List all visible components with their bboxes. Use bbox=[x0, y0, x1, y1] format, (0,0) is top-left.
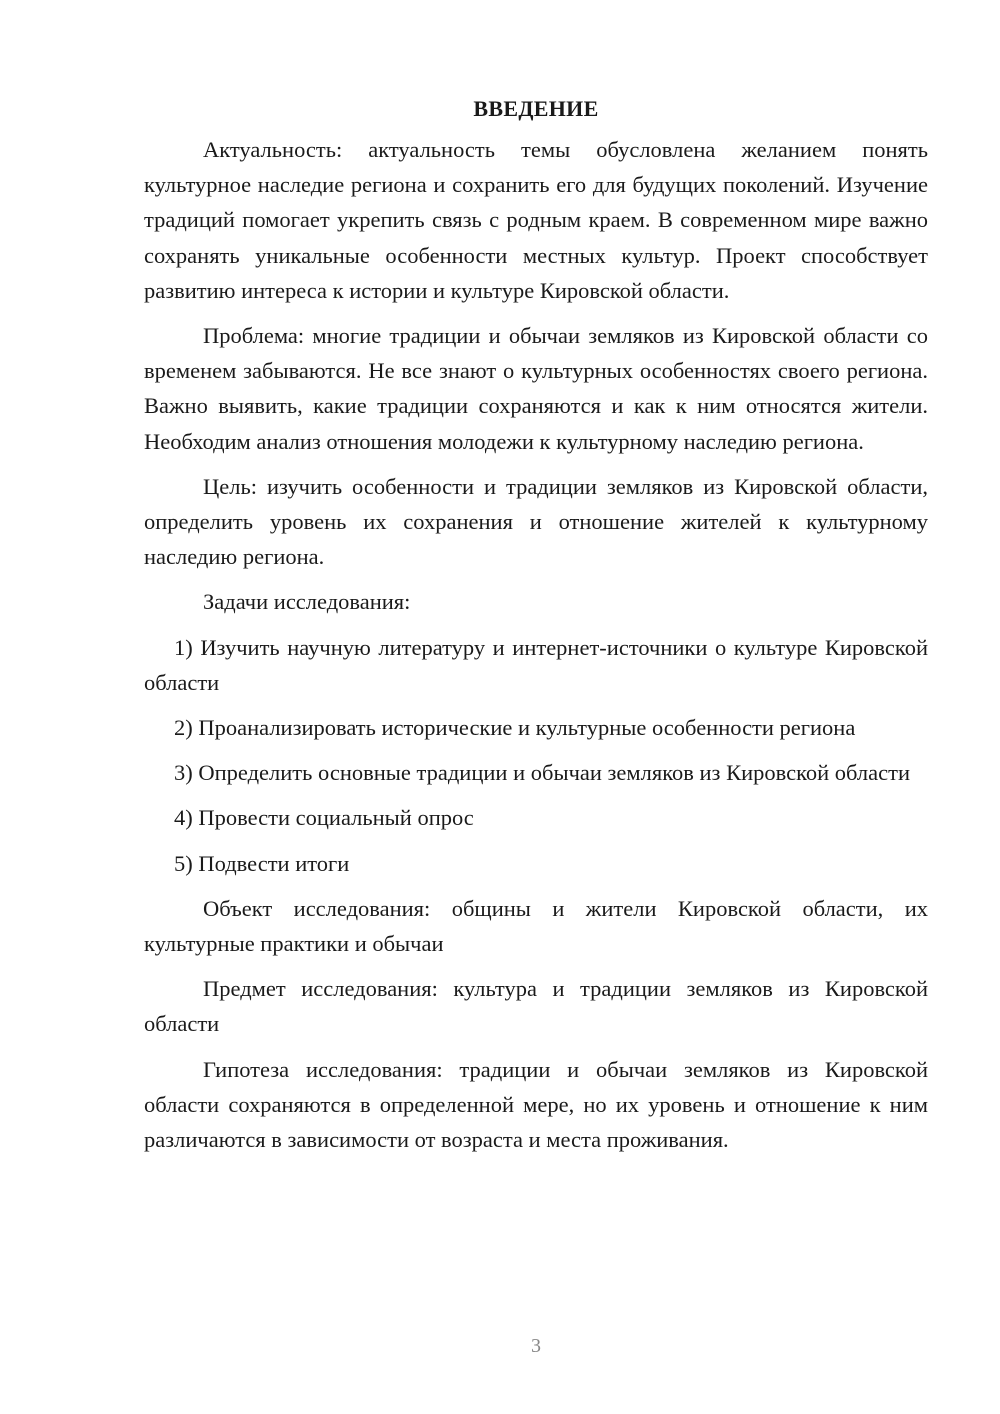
goal-paragraph: Цель: изучить особенности и традиции земляков из Кировской области, определить уровень их сохранения и отношение жителей к культурному наследию региона. bbox=[144, 473, 928, 570]
task-item-4: 4) Провести социальный опрос bbox=[174, 805, 474, 831]
object-paragraph: Объект исследования: общины и жители Кировской области, их культурные практики и обычаи bbox=[144, 895, 928, 957]
tasks-heading: Задачи исследования: bbox=[203, 589, 411, 615]
hypothesis-paragraph: Гипотеза исследования: традиции и обычаи земляков из Кировской области сохраняются в определенной мере, но их уровень и отношение к ним различаются в зависимости от возраста и места проживания. bbox=[144, 1056, 928, 1153]
task-item-1: 1) Изучить научную литературу и интернет-источники о культуре Кировской области bbox=[144, 634, 928, 695]
relevance-paragraph: Актуальность: актуальность темы обусловлена желанием понять культурное наследие региона и сохранить его для будущих поколений. Изучение традиций помогает укрепить связь с родным краем. В современном мире важно сохранять уникальные особенности местных культур. Проект способствует развитию интереса к истории и культуре Кировской области. bbox=[144, 137, 928, 303]
problem-paragraph: Проблема: многие традиции и обычаи земляков из Кировской области со временем забываются. Не все знают о культурных особенностях своего региона. Важно выявить, какие традиции сохраняются и как к ним относятся жители. Необходим анализ отношения молодежи к культурному наследию региона. bbox=[144, 323, 928, 454]
subject-paragraph: Предмет исследования: культура и традиции земляков из Кировской области bbox=[144, 976, 928, 1037]
task-item-2: 2) Проанализировать исторические и культурные особенности региона bbox=[174, 715, 856, 741]
page-number: 3 bbox=[531, 1335, 541, 1357]
section-title: ВВЕДЕНИЕ bbox=[473, 96, 599, 121]
task-item-5: 5) Подвести итоги bbox=[174, 850, 350, 876]
task-item-3: 3) Определить основные традиции и обычаи земляков из Кировской области bbox=[174, 760, 911, 786]
document-page bbox=[144, 92, 928, 1167]
